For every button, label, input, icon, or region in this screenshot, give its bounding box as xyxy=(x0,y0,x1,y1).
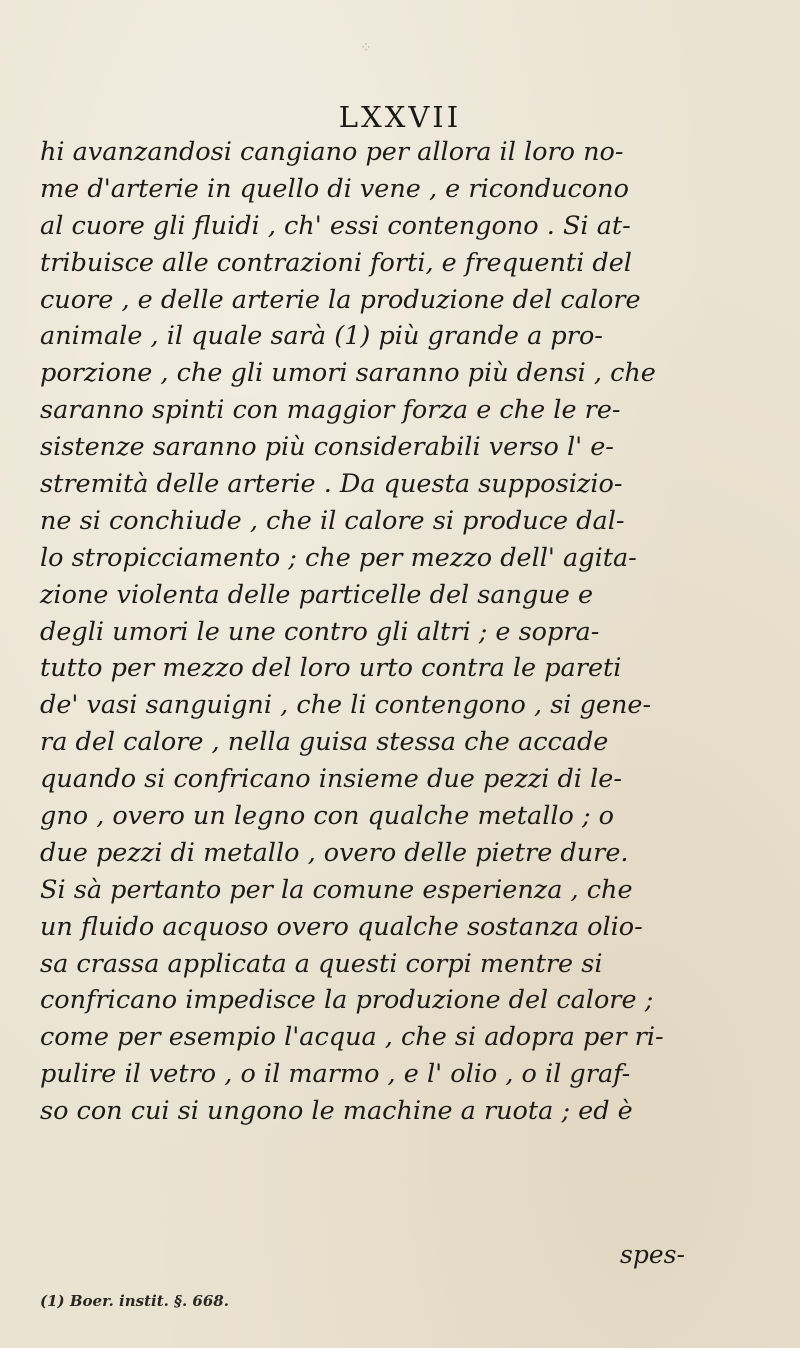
text-line: confricano impedisce la produzione del calore ; xyxy=(40,985,654,1016)
text-line: so con cui si ungono le machine a ruota ; ed è xyxy=(40,1096,633,1127)
text-line: cuore , e delle arterie la produzione del calore xyxy=(40,284,641,315)
text-line: hi avanzandosi cangiano per allora il loro no- xyxy=(40,137,624,167)
text-line: al cuore gli fluidi , ch' essi contengono . Si at- xyxy=(40,210,631,241)
text-line: zione violenta delle particelle del sangue e xyxy=(40,579,594,610)
text-line: gno , overo un legno con qualche metallo ; o xyxy=(40,801,615,832)
text-line: tutto per mezzo del loro urto contra le pareti xyxy=(40,653,622,684)
body-text xyxy=(40,134,780,1130)
text-line: degli umori le une contro gli altri ; e sopra- xyxy=(40,616,600,647)
text-line: Si sà pertanto per la comune esperienza , che xyxy=(40,874,633,905)
text-line: due pezzi di metallo , overo delle pietre dure. xyxy=(40,837,629,868)
page-number: LXXVII xyxy=(338,100,462,134)
footnote: (1) Boer. instit. §. 668. xyxy=(40,1292,229,1310)
text-line: ra del calore , nella guisa stessa che accade xyxy=(40,727,609,758)
text-line: sistenze saranno più considerabili verso l' e- xyxy=(40,432,614,463)
text-line: de' vasi sanguigni , che li contengono , si gene- xyxy=(40,690,652,721)
text-line: me d'arterie in quello di vene , e riconducono xyxy=(40,173,629,204)
text-line: quando si confricano insieme due pezzi di le- xyxy=(40,764,622,795)
text-line: stremità delle arterie . Da questa supposizio- xyxy=(40,469,623,500)
text-line: ne si conchiude , che il calore si produce dal- xyxy=(40,505,625,536)
text-line: saranno spinti con maggior forza e che le re- xyxy=(40,395,621,426)
text-line: pulire il vetro , o il marmo , e l' olio , o il graf- xyxy=(40,1059,631,1090)
catchword: spes- xyxy=(620,1240,685,1269)
text-line: lo stropicciamento ; che per mezzo dell' agita- xyxy=(40,542,637,573)
text-line: come per esempio l'acqua , che si adopra per ri- xyxy=(40,1022,664,1053)
text-line: tribuisce alle contrazioni forti, e frequenti del xyxy=(40,247,632,278)
text-line: sa crassa applicata a questi corpi mentre si xyxy=(40,948,603,979)
text-line: un fluido acquoso overo qualche sostanza olio- xyxy=(40,911,643,942)
text-line: animale , il quale sarà (1) più grande a pro- xyxy=(40,321,603,352)
ink-smudge-icon: ⁘ xyxy=(360,40,372,56)
text-line: porzione , che gli umori saranno più densi , che xyxy=(40,358,656,389)
